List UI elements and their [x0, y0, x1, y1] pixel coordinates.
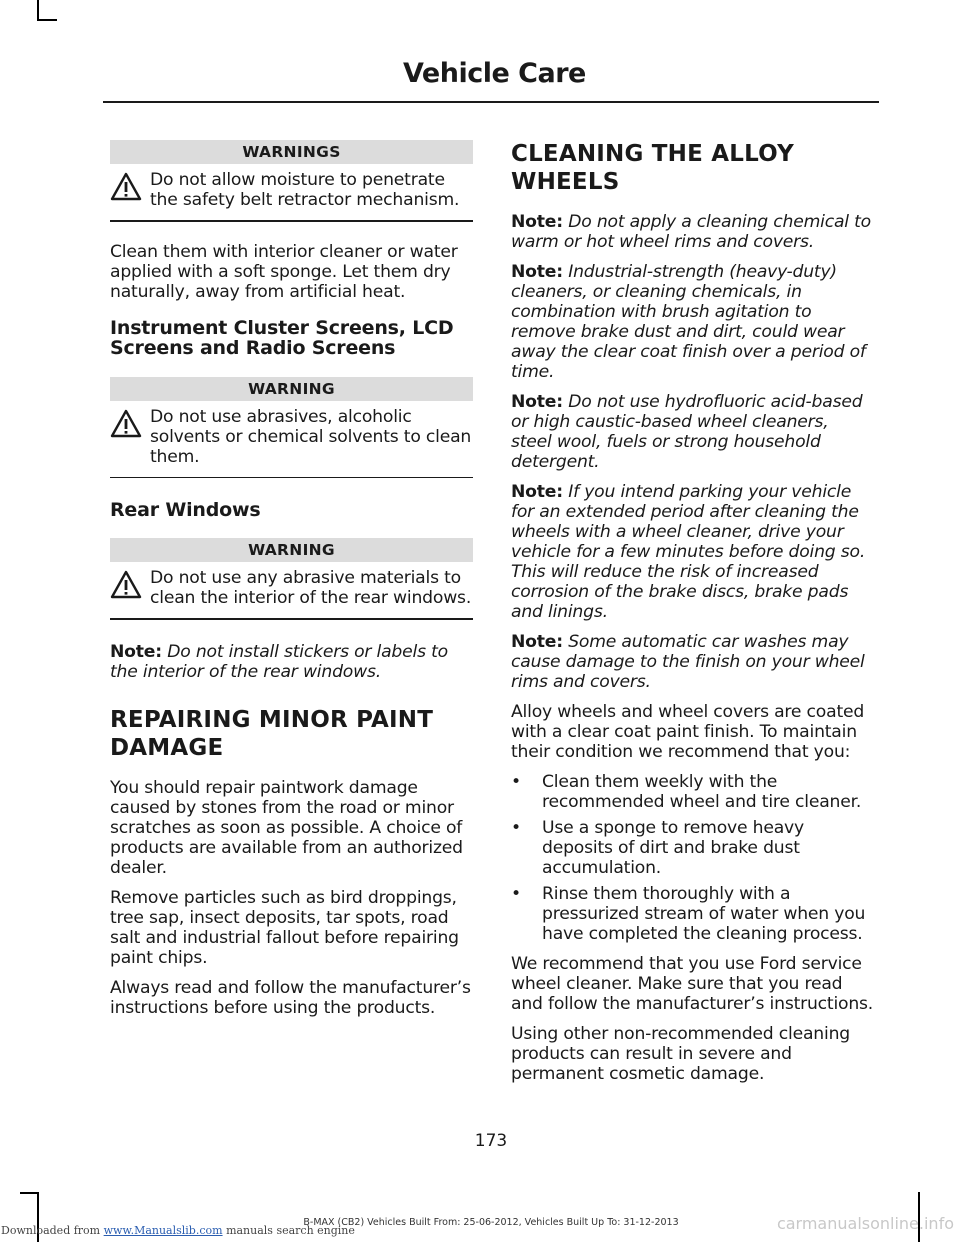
note-label: Note:: [511, 212, 563, 232]
paragraph: Clean them with interior cleaner or water applied with a soft sponge. Let them dry naturally, away from artificial heat.: [110, 241, 458, 302]
paragraph: Remove particles such as bird droppings, tree sap, insect deposits, tar spots, road salt and industrial fallout before repairing paint chips.: [110, 887, 459, 968]
warning-label: WARNING: [110, 377, 473, 401]
note-text: Some automatic car washes may cause damage to the finish on your wheel rims and covers.: [511, 632, 865, 692]
page-header-title: Vehicle Care: [403, 58, 586, 89]
crop-mark-bottom-left-h: [20, 1192, 39, 1194]
note-label: Note:: [511, 482, 563, 502]
warning-divider: [110, 477, 473, 479]
warning-label: WARNINGS: [110, 140, 473, 164]
paragraph: Using other non-recommended cleaning products can result in severe and permanent cosmetic damage.: [511, 1024, 850, 1084]
paragraph: We recommend that you use Ford service wheel cleaner. Make sure that you read and follow the manufacturer’s instructions.: [511, 954, 874, 1014]
paragraph: Alloy wheels and wheel covers are coated with a clear coat paint finish. To maintain their condition we recommend that you:: [511, 702, 865, 762]
download-prefix: Downloaded from: [1, 1224, 101, 1237]
note: [110, 642, 473, 682]
warning-box: [110, 377, 473, 479]
note-text: Do not apply a cleaning chemical to warm or hot wheel rims and covers.: [511, 212, 871, 252]
note: [511, 212, 874, 252]
note: [511, 632, 874, 692]
list-item-text: Use a sponge to remove heavy deposits of dirt and brake dust accumulation.: [542, 818, 804, 878]
warning-label: WARNING: [110, 538, 473, 562]
watermark: carmanualsonline.info: [776, 1214, 954, 1233]
paragraph: You should repair paintwork damage caused by stones from the road or minor scratches as soon as possible. A choice of products are available from an authorized dealer.: [110, 777, 463, 878]
note-label: Note:: [110, 641, 162, 662]
bullet-list: [511, 772, 874, 944]
warning-triangle-icon: [110, 409, 150, 443]
section-heading: REPAIRING MINOR PAINT DAMAGE: [110, 706, 434, 761]
warning-text: Do not use abrasives, alcoholic solvents or chemical solvents to clean them.: [150, 406, 472, 467]
list-item-text: Rinse them thoroughly with a pressurized stream of water when you have completed the cleaning process.: [542, 884, 866, 944]
warning-divider: [110, 618, 473, 620]
warning-box: [110, 538, 473, 620]
subheading: Rear Windows: [110, 499, 261, 521]
paragraph: Always read and follow the manufacturer’s instructions before using the products.: [110, 977, 471, 1018]
warning-text: Do not use any abrasive materials to clean the interior of the rear windows.: [150, 568, 472, 608]
note-text: If you intend parking your vehicle for an extended period after cleaning the wheels with a wheel cleaner, drive your vehicle for a few minutes before doing so. This will reduce the risk of increased corrosion of the brake discs, brake pads and linings.: [511, 482, 866, 622]
list-item: [511, 772, 874, 812]
note: [511, 392, 874, 472]
note: [511, 262, 874, 382]
warning-divider: [110, 220, 473, 222]
header-divider: [103, 101, 879, 103]
bullet-mark: •: [511, 818, 521, 838]
bullet-mark: •: [511, 884, 521, 904]
subheading: Instrument Cluster Screens, LCD Screens and Radio Screens: [110, 316, 454, 359]
note-text: Do not install stickers or labels to the interior of the rear windows.: [110, 641, 448, 682]
list-item-text: Clean them weekly with the recommended wheel and tire cleaner.: [542, 772, 862, 812]
note-label: Note:: [511, 632, 563, 652]
warning-triangle-icon: [110, 172, 150, 206]
crop-mark-top-left-h: [37, 19, 57, 21]
download-notice: [1, 1224, 355, 1237]
manualslib-link[interactable]: www.Manualslib.com: [103, 1224, 223, 1237]
note-text: Industrial-strength (heavy-duty) cleaners, or cleaning chemicals, in combination with brush agitation to remove brake dust and dirt, could wear away the clear coat finish over a period of time.: [511, 262, 866, 382]
note: [511, 482, 874, 622]
right-column: [511, 140, 874, 1094]
note-text: Do not use hydrofluoric acid-based or high caustic-based wheel cleaners, steel wool, fuels or strong household detergent.: [511, 392, 863, 472]
footer-text: B-MAX (CB2) Vehicles Built From: 25-06-2012, Vehicles Built Up To: 31-12-2013: [303, 1217, 679, 1228]
warning-box: [110, 140, 473, 222]
section-heading: CLEANING THE ALLOY WHEELS: [511, 141, 794, 195]
download-suffix: manuals search engine: [226, 1224, 355, 1237]
note-label: Note:: [511, 262, 563, 282]
note-label: Note:: [511, 392, 563, 412]
left-column: [110, 140, 473, 1028]
list-item: [511, 884, 874, 944]
warning-triangle-icon: [110, 570, 150, 604]
page-number: 173: [474, 1131, 508, 1151]
list-item: [511, 818, 874, 878]
crop-mark-top-left-v: [37, 0, 39, 20]
bullet-mark: •: [511, 772, 521, 792]
warning-text: Do not allow moisture to penetrate the safety belt retractor mechanism.: [150, 170, 460, 210]
